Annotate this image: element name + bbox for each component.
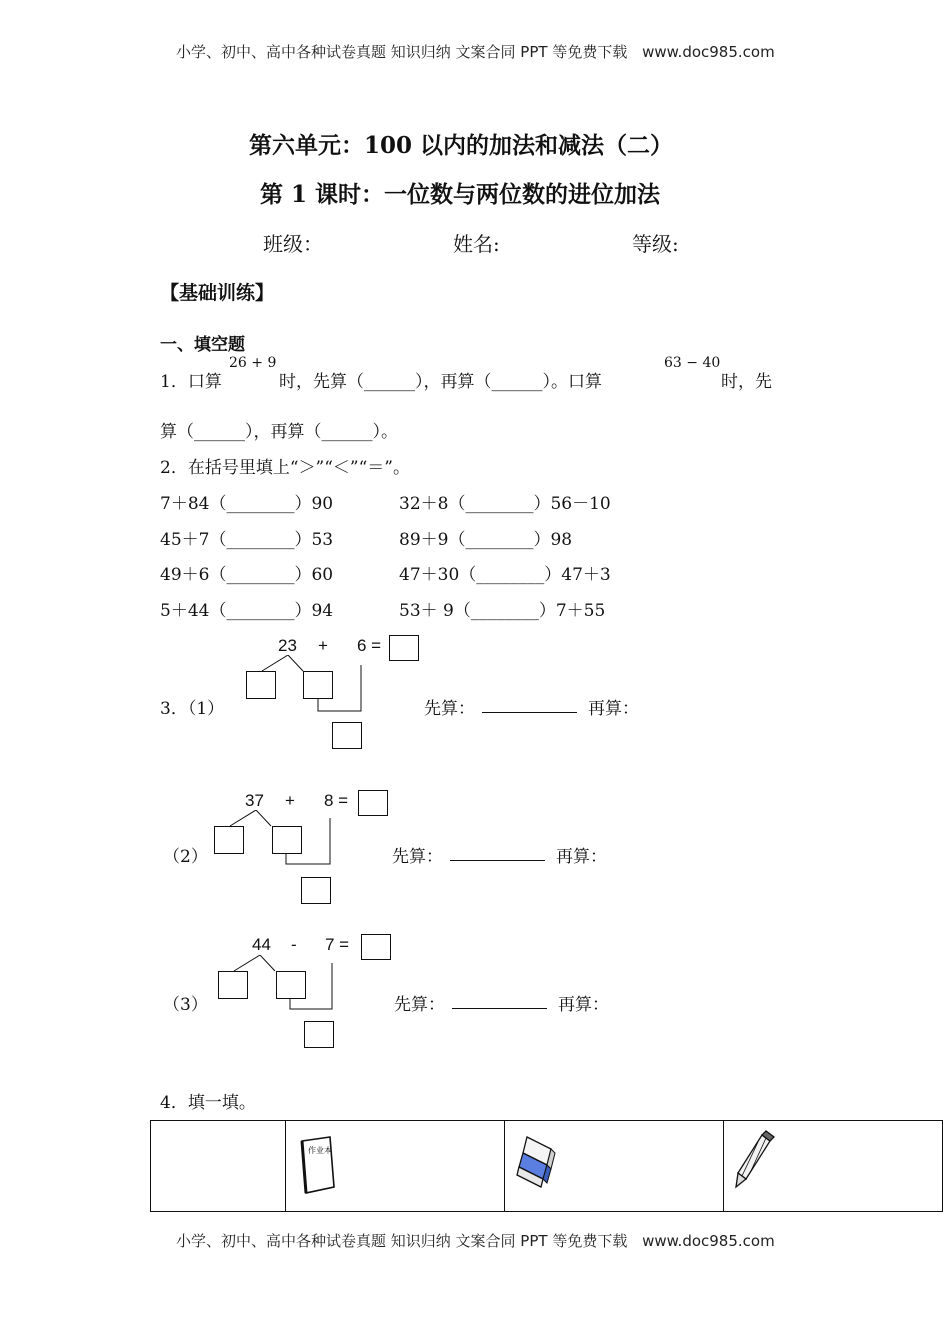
q2-left-expr: 49＋6 bbox=[160, 565, 210, 585]
q2-left-expr: 5＋44 bbox=[160, 601, 210, 621]
q1-mid-end: ）。口算 bbox=[542, 372, 602, 392]
q3-3-result-box[interactable] bbox=[361, 934, 391, 960]
q3-2-then-label: 再算： bbox=[556, 847, 607, 867]
q2-left-value: 94 bbox=[311, 601, 334, 621]
q1-expr1: 26 + 9 bbox=[229, 355, 277, 371]
q3-3-split-box-left[interactable] bbox=[218, 971, 248, 999]
header-text: 小学、初中、高中各种试卷真题 知识归纳 文案合同 PPT 等免费下载 bbox=[176, 43, 628, 61]
q4-eraser-cell bbox=[505, 1121, 724, 1212]
q3-2-first-blank[interactable] bbox=[450, 860, 545, 861]
q2-blank[interactable]: （________） bbox=[209, 601, 312, 621]
q2-right-expr: 89＋9 bbox=[399, 530, 449, 550]
header-url[interactable]: www.doc985.com bbox=[642, 43, 775, 61]
q3-3-split-box-right[interactable] bbox=[276, 971, 306, 999]
q3-3-addend-a: 44 bbox=[252, 935, 271, 954]
q1-line1-rest bbox=[279, 367, 602, 392]
page-footer bbox=[176, 1230, 775, 1251]
page-header bbox=[176, 41, 775, 62]
grade-label: 等级: bbox=[632, 232, 679, 256]
q2-right-value: 98 bbox=[550, 530, 573, 550]
q2-left-expr: 7＋84 bbox=[160, 494, 210, 514]
q2-blank[interactable]: （________） bbox=[453, 601, 556, 621]
name-label: 姓名: bbox=[453, 232, 500, 256]
q2-row bbox=[399, 489, 611, 514]
q1-line2-start: 算（ bbox=[160, 422, 194, 442]
q2-left-value: 60 bbox=[311, 565, 334, 585]
pencil-icon bbox=[732, 1129, 776, 1191]
q2-row bbox=[160, 525, 333, 550]
part-one-title: 一、填空题 bbox=[160, 335, 245, 355]
q2-blank[interactable]: （________） bbox=[209, 565, 312, 585]
q2-blank[interactable]: （________） bbox=[448, 530, 551, 550]
q4-notebook-cell bbox=[286, 1121, 505, 1212]
q1-blank-1[interactable]: ______ bbox=[364, 372, 415, 392]
q2-row bbox=[399, 525, 572, 550]
unit-title: 第六单元：100 以内的加法和减法（二） bbox=[249, 132, 674, 159]
q2-prompt: 2．在括号里填上“＞”“＜”“＝”。 bbox=[160, 458, 410, 478]
q3-2-sum-box[interactable] bbox=[301, 877, 331, 904]
q1-line2 bbox=[160, 417, 398, 442]
q1-blank-4[interactable]: ______ bbox=[321, 422, 373, 442]
q1-blank-3[interactable]: ______ bbox=[194, 422, 245, 442]
q3-1-then-label: 再算： bbox=[588, 699, 639, 719]
lesson-title: 第 1 课时：一位数与两位数的进位加法 bbox=[260, 181, 661, 208]
q2-right-value: 47＋3 bbox=[561, 565, 611, 585]
q3-1-first-blank[interactable] bbox=[482, 712, 577, 713]
q1-line2-end: ）。 bbox=[372, 422, 398, 442]
notebook-icon bbox=[296, 1133, 340, 1199]
q3-2-part-label: （2） bbox=[163, 847, 208, 867]
q2-row bbox=[399, 560, 611, 585]
q2-blank[interactable]: （________） bbox=[459, 565, 562, 585]
q2-row bbox=[160, 596, 333, 621]
q2-right-expr: 32＋8 bbox=[399, 494, 449, 514]
q3-3-part-label: （3） bbox=[163, 995, 208, 1015]
q3-3-first-label: 先算： bbox=[394, 995, 445, 1015]
q1-blank-2[interactable]: ______ bbox=[491, 372, 543, 392]
q2-right-expr: 53＋ 9 bbox=[399, 601, 454, 621]
q3-1-operator: + bbox=[318, 636, 328, 655]
q2-blank[interactable]: （________） bbox=[209, 530, 312, 550]
q2-row bbox=[160, 489, 333, 514]
q3-3-then-label: 再算： bbox=[558, 995, 609, 1015]
q2-right-expr: 47＋30 bbox=[399, 565, 460, 585]
q4-pencil-cell bbox=[724, 1121, 943, 1212]
q3-3-first-blank[interactable] bbox=[452, 1008, 547, 1009]
q3-2-split-box-left[interactable] bbox=[214, 826, 244, 854]
q3-3-addend-b: 7 = bbox=[325, 935, 350, 954]
class-label: 班级： bbox=[263, 232, 323, 256]
q3-2-split-box-right[interactable] bbox=[272, 826, 302, 854]
q2-row bbox=[399, 596, 605, 621]
q3-1-addend-b: 6 = bbox=[357, 636, 382, 655]
q3-3-sum-box[interactable] bbox=[304, 1021, 334, 1048]
q3-1-addend-a: 23 bbox=[278, 636, 297, 655]
q3-1-result-box[interactable] bbox=[389, 635, 419, 661]
q2-blank[interactable]: （________） bbox=[209, 494, 312, 514]
q1-mental-label: 口算 bbox=[187, 372, 222, 392]
section-title: 【基础训练】 bbox=[160, 282, 275, 304]
q3-2-operator: + bbox=[285, 791, 295, 810]
q3-1-part-label: （1） bbox=[187, 699, 225, 719]
q1-tail: 时，先 bbox=[721, 372, 772, 392]
q2-left-value: 90 bbox=[311, 494, 334, 514]
q3-1-sum-box[interactable] bbox=[332, 722, 362, 749]
q2-blank[interactable]: （________） bbox=[448, 494, 551, 514]
q4-prompt: 4．填一填。 bbox=[160, 1093, 256, 1113]
q3-2-addend-a: 37 bbox=[245, 791, 264, 810]
q3-2-addend-b: 8 = bbox=[324, 791, 349, 810]
footer-text: 小学、初中、高中各种试卷真题 知识归纳 文案合同 PPT 等免费下载 bbox=[176, 1232, 628, 1250]
eraser-icon bbox=[513, 1131, 561, 1193]
q2-left-value: 53 bbox=[311, 530, 334, 550]
q3-1-first-label: 先算： bbox=[424, 699, 475, 719]
q3-2-first-label: 先算： bbox=[392, 847, 443, 867]
q3-number: 3． bbox=[160, 699, 188, 719]
q1-number: 1． bbox=[160, 372, 188, 392]
q2-left-expr: 45＋7 bbox=[160, 530, 210, 550]
q2-right-value: 56－10 bbox=[550, 494, 611, 514]
q1-then-first: 时，先算（ bbox=[279, 372, 364, 392]
q1-line2-mid: ），再算（ bbox=[245, 422, 322, 442]
notebook-cover-text: 作业本 bbox=[308, 1146, 332, 1155]
q1-line1 bbox=[160, 367, 222, 392]
q3-1-split-box-right[interactable] bbox=[303, 671, 333, 699]
q3-1-split-box-left[interactable] bbox=[246, 671, 276, 699]
q4-items-table bbox=[150, 1120, 943, 1212]
q3-2-result-box[interactable] bbox=[358, 790, 388, 816]
q4-label-cell[interactable] bbox=[151, 1121, 286, 1212]
q2-row bbox=[160, 560, 333, 585]
q1-expr2: 63 − 40 bbox=[664, 355, 721, 371]
footer-url[interactable]: www.doc985.com bbox=[642, 1232, 775, 1250]
q3-1-label bbox=[160, 694, 224, 719]
q1-then-second: ），再算（ bbox=[415, 372, 492, 392]
q2-right-value: 7＋55 bbox=[555, 601, 606, 621]
q3-3-operator: - bbox=[291, 935, 297, 954]
